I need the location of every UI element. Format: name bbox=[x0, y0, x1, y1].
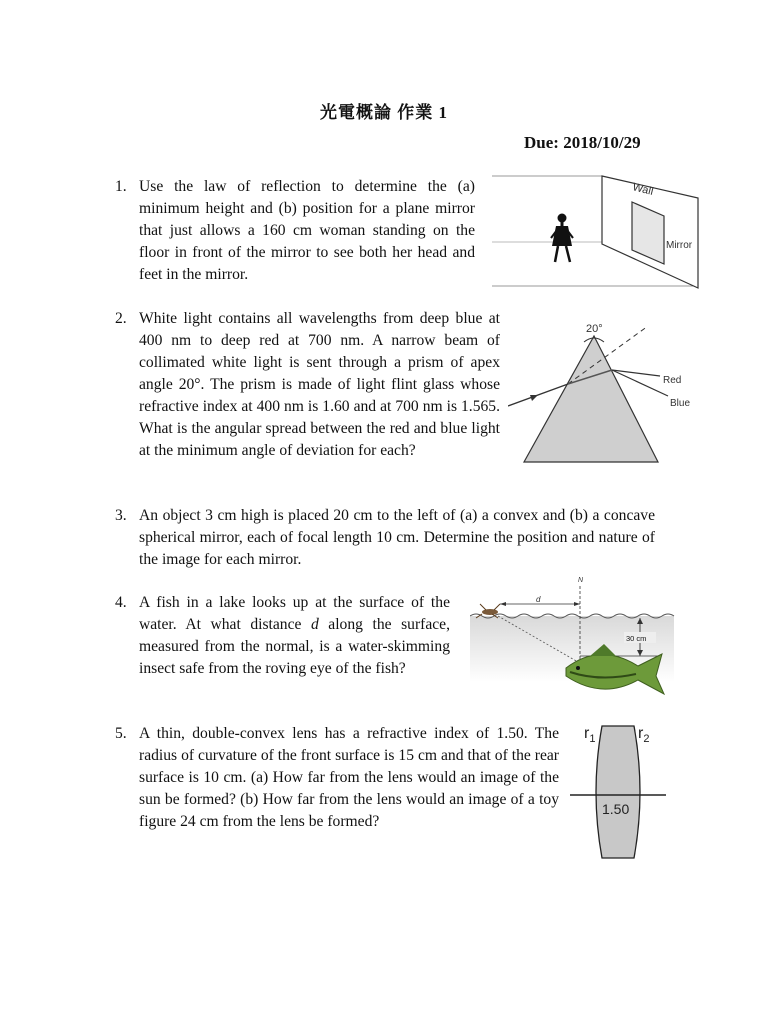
question-number: 2. bbox=[115, 310, 127, 327]
lens-shape bbox=[596, 726, 640, 858]
wall-label: Wall bbox=[631, 181, 655, 198]
distance-label: d bbox=[536, 595, 541, 604]
prism-figure bbox=[508, 320, 698, 468]
question-text: A thin, double-convex lens has a refractive index of 1.50. The radius of curvature of the front surface is 15 cm and that of the rear surface is 10 cm. (a) How far from the lens would an image of the sun be formed? (b) How far from the lens would an image of a toy figure 24 cm from the lens be formed? bbox=[139, 725, 559, 830]
depth-label: 30 cm bbox=[626, 634, 647, 643]
r1-label: $r_1$ bbox=[584, 725, 596, 745]
prism bbox=[524, 336, 658, 462]
distance-arrowhead-left bbox=[500, 602, 506, 606]
lens-figure bbox=[568, 720, 668, 862]
red-label: Red bbox=[663, 375, 682, 386]
question-3 bbox=[115, 505, 655, 571]
question-number: 3. bbox=[115, 507, 127, 524]
variable-d: d bbox=[310, 616, 319, 633]
question-5 bbox=[115, 723, 559, 833]
fish-figure bbox=[470, 572, 676, 712]
question-text: Use the law of reflection to determine the (a) minimum height and (b) position for a plane mirror that just allows a 160 cm woman standing on the floor in front of the mirror to see both her head and feet in the mirror. bbox=[139, 178, 475, 283]
question-text: White light contains all wavelengths from deep blue at 400 nm to deep red at 700 nm. A narrow beam of collimated white light is sent through a prism of apex angle 20°. The prism is made of light flint glass whose refractive index at 400 nm is 1.60 and at 700 nm is 1.565. What is the angular spread between the red and blue light at the minimum angle of deviation for each? bbox=[139, 310, 500, 459]
mirror-wall-figure bbox=[492, 172, 702, 292]
apex-angle-label: 20° bbox=[586, 323, 603, 335]
question-2 bbox=[115, 308, 500, 462]
question-4 bbox=[115, 592, 450, 680]
question-1 bbox=[115, 176, 475, 286]
insect-icon bbox=[476, 604, 500, 618]
blue-label: Blue bbox=[670, 398, 691, 409]
question-text: An object 3 cm high is placed 20 cm to the left of (a) a convex and (b) a concave spherical mirror, each of focal length 10 cm. Determine the position and nature of the image for each mirror. bbox=[139, 507, 655, 568]
question-number: 5. bbox=[115, 725, 127, 742]
mirror-label: Mirror bbox=[666, 240, 693, 251]
due-date: Due: 2018/10/29 bbox=[524, 133, 641, 152]
distance-arrowhead-right bbox=[574, 602, 580, 606]
normal-label: N bbox=[578, 577, 584, 584]
woman-figure bbox=[551, 214, 573, 263]
incident-arrowhead bbox=[530, 395, 538, 401]
question-number: 1. bbox=[115, 178, 127, 195]
page-title: 光電概論 作業 1 bbox=[320, 103, 448, 122]
refractive-index-label: 1.50 bbox=[602, 801, 630, 817]
question-number: 4. bbox=[115, 594, 127, 611]
question-text: A fish in a lake looks up at the surface of the water. At what distance d along the surface, measured from the normal, is a water-skimming insect safe from the roving eye of the fish? bbox=[139, 594, 450, 677]
r2-label: $r_2$ bbox=[638, 725, 650, 745]
